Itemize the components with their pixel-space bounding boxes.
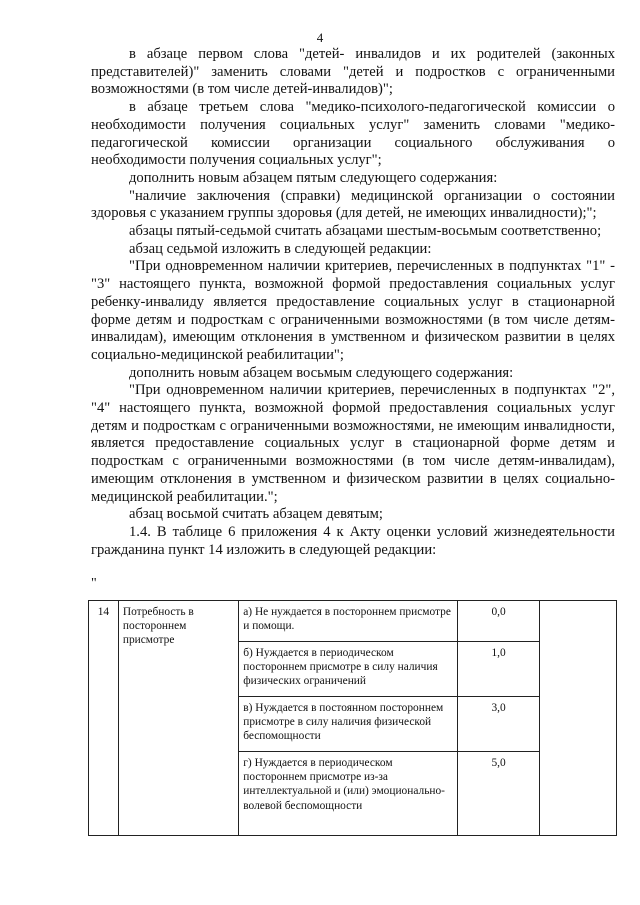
paragraph: дополнить новым абзацем восьмым следующего содержания: (129, 364, 514, 381)
criterion-description: а) Не нуждается в постороннем присмотре и помощи. (239, 601, 458, 642)
paragraph: абзац восьмой считать абзацем девятым; (129, 506, 383, 523)
paragraph: "При одновременном наличии критериев, перечисленных в подпунктах "2", "4" настоящего пункта, возможной формой предоставления социальных услуг детям и подросткам с ограниченными возможностями, не имеющим инвалидности, является предоставление социальных услуг в стационарной форме детям и подросткам с ограниченными возможностями (в том числе детям-инвалидам), имеющим отклонения в умственном и физическом развитии в целях социально-медицинской реабилитации."; (91, 382, 615, 505)
criterion-description: в) Нуждается в постоянном постороннем присмотре в силу наличия физической беспомощности (239, 697, 458, 752)
page-number: 4 (316, 30, 324, 45)
paragraph: абзацы пятый-седьмой считать абзацами шестым-восьмым соответственно; (129, 223, 602, 240)
opening-quote: " (91, 576, 97, 591)
paragraph: 1.4. В таблице 6 приложения 4 к Акту оценки условий жизнедеятельности гражданина пункт 14 изложить в следующей редакции: (91, 523, 615, 558)
paragraph: "При одновременном наличии критериев, перечисленных в подпунктах "1" - "3" настоящего пункта, возможной формой предоставления социальных услуг ребенку-инвалиду является предоставление социальных услуг в стационарной форме детям и подросткам с ограниченными возможностями (в том числе детям-инвалидам), имеющим отклонения в умственном и физическом развитии в целях социально-медицинской реабилитации"; (91, 258, 615, 363)
criterion-description: г) Нуждается в периодическом постороннем присмотре из-за интеллектуальной и (или) эмоционально-волевой беспомощности (239, 752, 458, 836)
paragraph: абзац седьмой изложить в следующей редакции: (129, 240, 432, 257)
paragraph: в абзаце третьем слова "медико-психолого-педагогической комиссии о необходимости получения социальных услуг" заменить словами "медико-педагогической комиссии организации социального обслуживания о необходимости получения социальных услуг"; (91, 99, 615, 169)
item-name: Потребность в постороннем присмотре (118, 601, 238, 836)
assessment-table (88, 600, 617, 836)
item-number: 14 (89, 601, 119, 836)
document-body (91, 46, 615, 559)
table-row (89, 601, 617, 642)
paragraph: дополнить новым абзацем пятым следующего содержания: (129, 169, 498, 186)
paragraph: "наличие заключения (справки) медицинской организации о состоянии здоровья с указанием группы здоровья (для детей, не имеющих инвалидности);"; (91, 187, 615, 222)
empty-cell (539, 601, 616, 836)
criterion-description: б) Нуждается в периодическом постороннем присмотре в силу наличия физических ограничений (239, 642, 458, 697)
paragraph: в абзаце первом слова "детей- инвалидов и их родителей (законных представителей)" заменить словами "детей и подростков с ограниченными возможностями (в том числе детей-инвалидов)"; (91, 46, 615, 98)
criterion-score: 1,0 (458, 642, 539, 697)
criterion-score: 3,0 (458, 697, 539, 752)
criterion-score: 0,0 (458, 601, 539, 642)
criterion-score: 5,0 (458, 752, 539, 836)
